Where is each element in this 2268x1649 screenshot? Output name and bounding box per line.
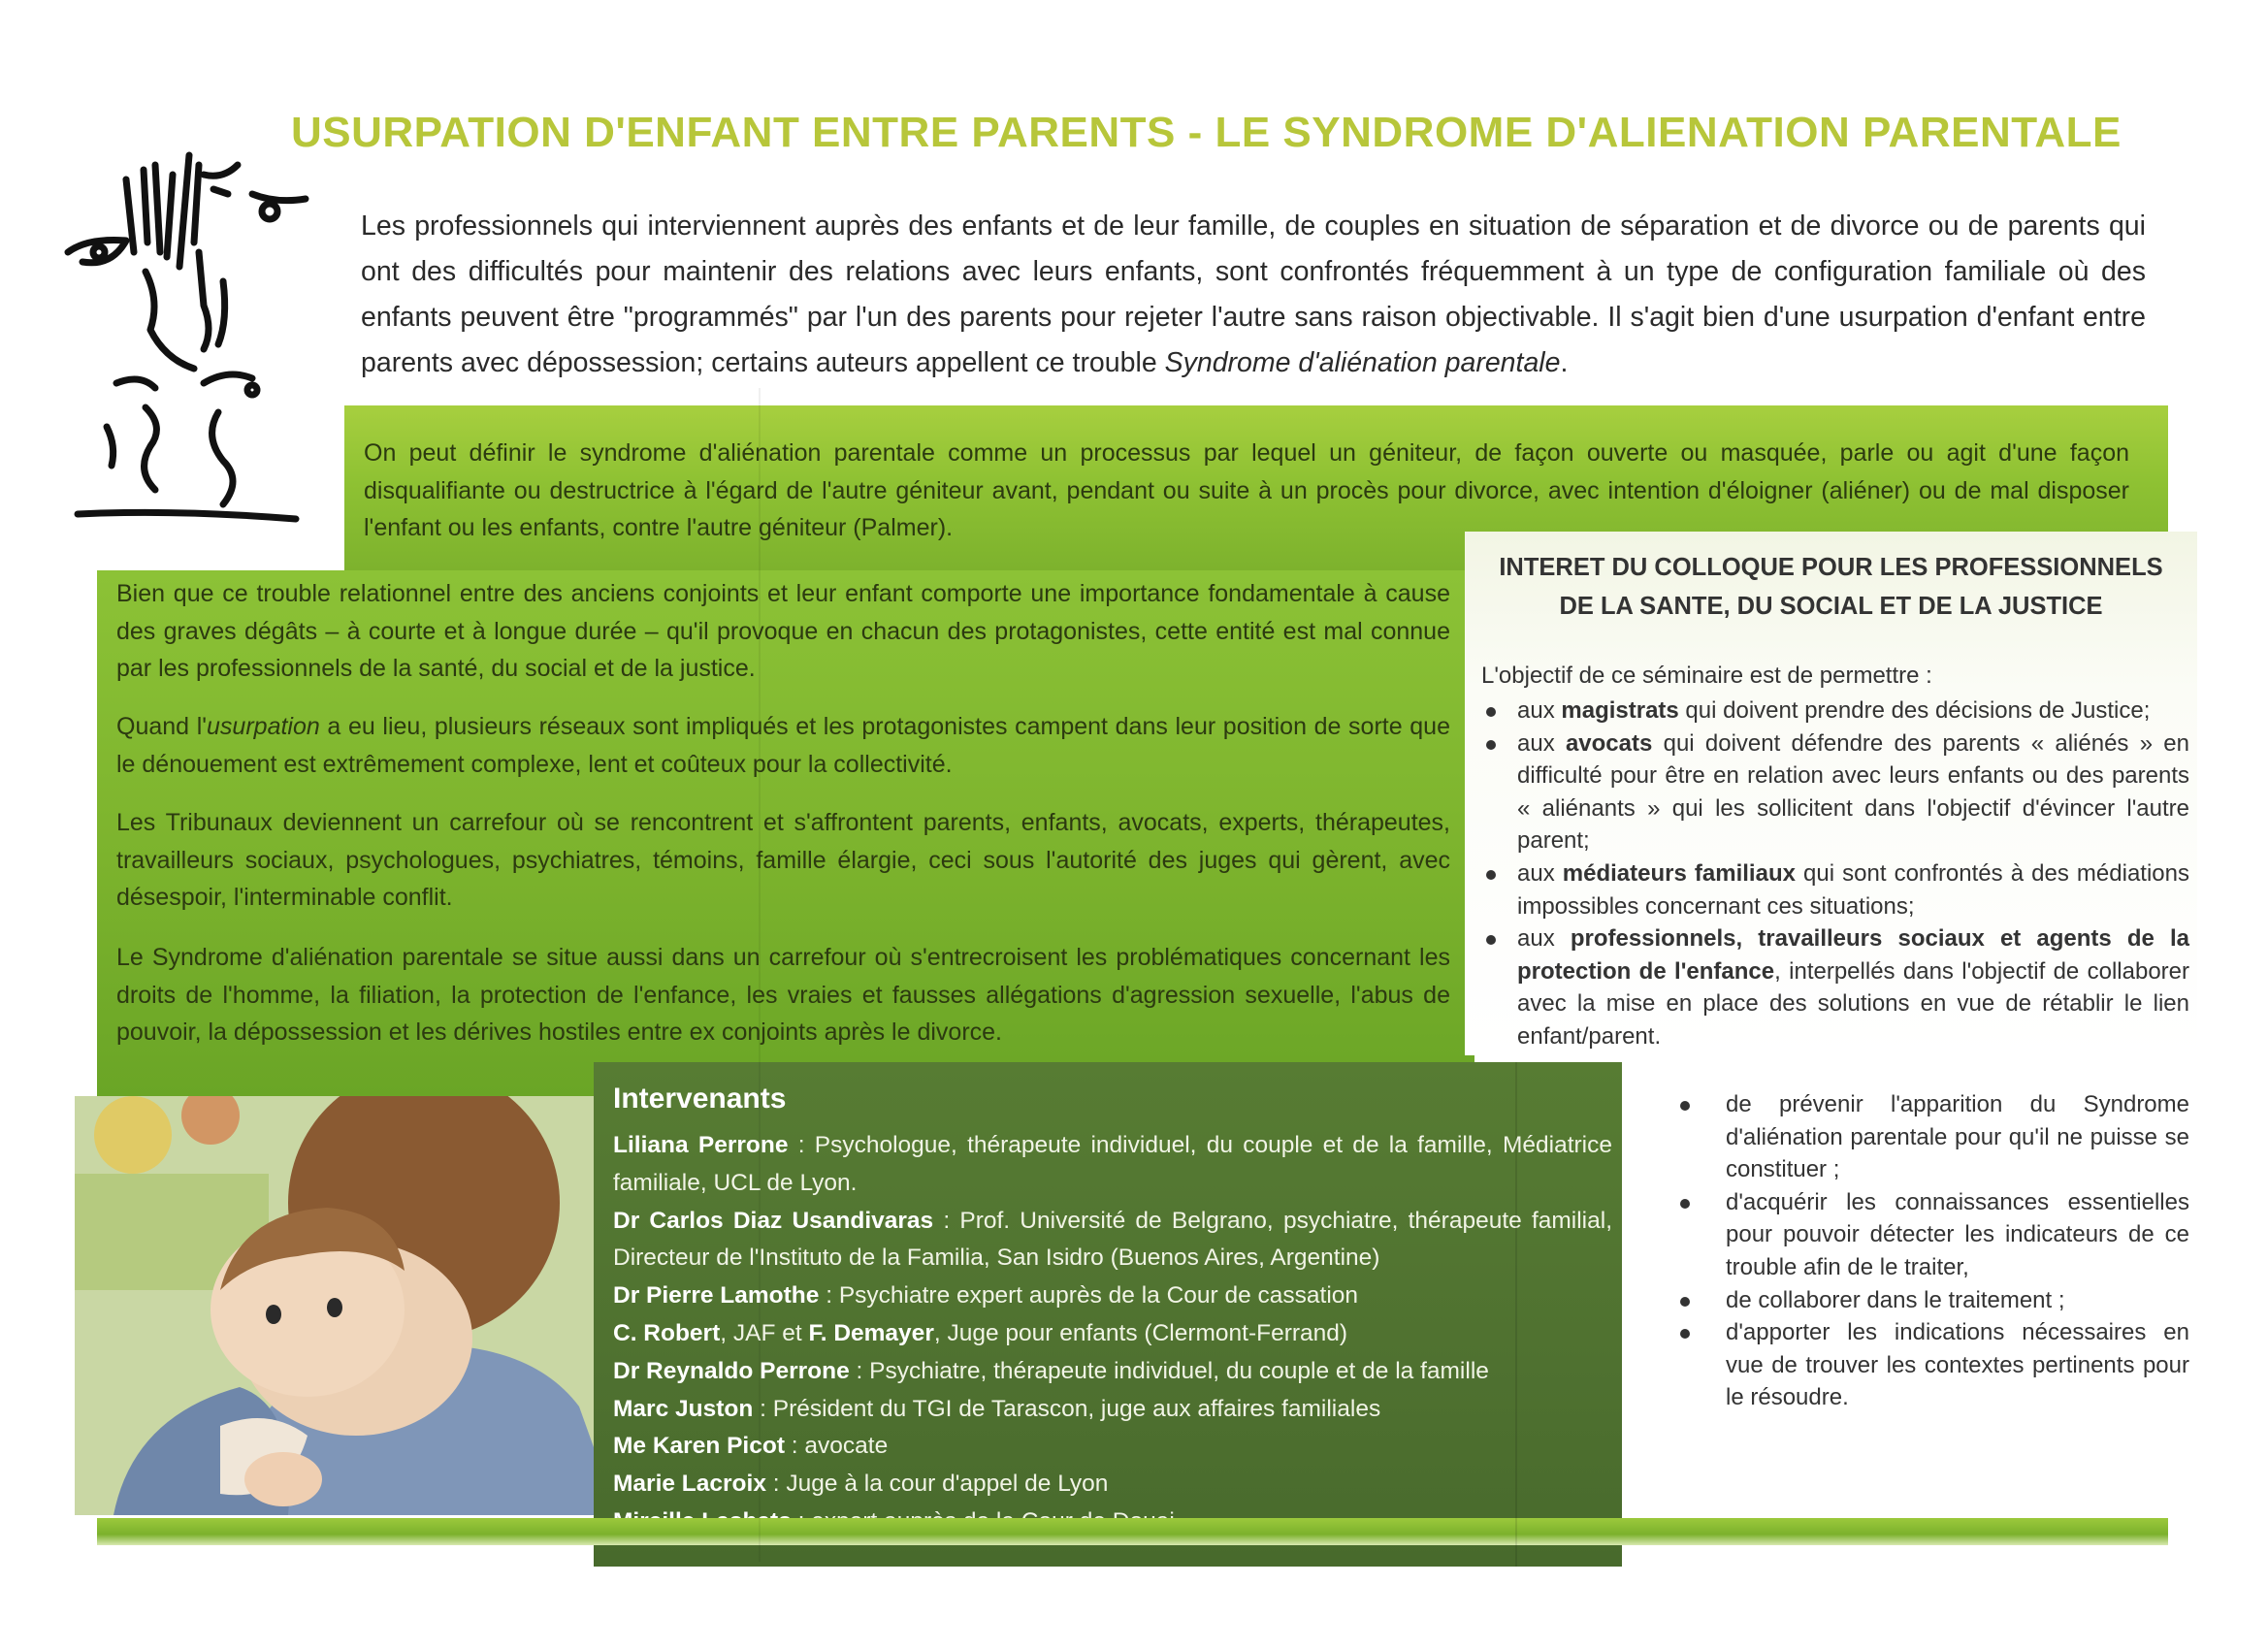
speaker-item: Dr Pierre Lamothe : Psychiatre expert auprès de la Cour de cassation	[613, 1282, 1359, 1310]
interest-item: aux professionnels, travailleurs sociaux et agents de la protection de l'enfance, interpellés dans l'objectif de collaborer avec la mise en place des solutions en vue de rétablir le lien enfant/parent.	[1481, 922, 2189, 1052]
speaker-item: Marc Juston : Président du TGI de Tarascon, juge aux affaires familiales	[613, 1395, 1381, 1422]
speaker-item: Liliana Perrone : Psychologue, thérapeute individuel, du couple et de la famille, Médiatrice familiale, UCL de Lyon.	[613, 1132, 1612, 1196]
goal-item: de collaborer dans le traitement ;	[1680, 1284, 2189, 1317]
interest-item: aux avocats qui doivent défendre des parents « aliénés » en difficulté pour être en relation avec leurs enfants ou des parents « aliénants » qui les sollicitent dans l'objectif d'évincer l'autre parent;	[1481, 728, 2189, 857]
interest-item: aux magistrats qui doivent prendre des décisions de Justice;	[1481, 695, 2189, 728]
speaker-item: Me Karen Picot : avocate	[613, 1433, 889, 1460]
paragraph-carrefour: Le Syndrome d'aliénation parentale se situe aussi dans un carrefour où s'entrecroisent les problématiques concernant les droits de l'homme, la filiation, la protection de l'enfance, les vraies et fausses allégations d'agression sexuelle, l'abus de pouvoir, la dépossession et les dérives hostiles entre ex conjoints après le divorce.	[116, 944, 1450, 1046]
paragraph-usurpation-italic: usurpation	[207, 713, 320, 740]
goals-list	[1680, 1088, 2189, 1414]
paper-fold-line	[759, 388, 761, 1562]
paragraph-trouble: Bien que ce trouble relationnel entre des anciens conjoints et leur enfant comporte une importance fondamentale à cause des graves dégâts – à courte et à longue durée – qu'il provoque en chacun des protagonistes, cette entité est mal connue par les professionnels de la santé, du social et de la justice.	[116, 580, 1450, 682]
faces-drawing-logo	[58, 136, 320, 524]
goal-item: d'acquérir les connaissances essentielles pour pouvoir détecter les indicateurs de ce trouble afin de le traiter,	[1680, 1186, 2189, 1284]
goal-item: d'apporter les indications nécessaires en vue de trouver les contextes pertinents pour le résoudre.	[1680, 1316, 2189, 1414]
speaker-item: Dr Carlos Diaz Usandivaras : Prof. Université de Belgrano, psychiatre, thérapeute familial, Directeur de l'Instituto de la Familia, San Isidro (Buenos Aires, Argentine)	[613, 1207, 1612, 1272]
intro-paragraph	[361, 204, 2146, 386]
interest-intro: L'objectif de ce séminaire est de permettre :	[1481, 663, 1932, 689]
intro-italic-term: Syndrome d'aliénation parentale	[1164, 347, 1561, 378]
page-title: USURPATION D'ENFANT ENTRE PARENTS - LE SYNDROME D'ALIENATION PARENTALE	[291, 109, 2122, 156]
speakers-list	[613, 1127, 1612, 1541]
speaker-item: C. Robert, JAF et F. Demayer, Juge pour enfants (Clermont-Ferrand)	[613, 1319, 1348, 1346]
paragraph-usurpation-end: a eu lieu, plusieurs réseaux sont impliqués et les protagonistes campent dans leur position de sorte que le dénouement est extrêmement complexe, lent et coûteux pour la collectivité.	[116, 713, 1450, 778]
interest-list	[1481, 695, 2189, 1053]
definition-paragraph: On peut définir le syndrome d'aliénation parentale comme un processus par lequel un géniteur, de façon ouverte ou masquée, parle ou agit d'une façon disqualifiante ou destructrice à l'égard de l'autre géniteur avant, pendant ou suite à un procès pour divorce, avec intention d'éloigner (aliéner) ou de mal disposer l'enfant ou les enfants, contre l'autre géniteur (Palmer).	[364, 439, 2129, 541]
intro-end: .	[1560, 347, 1569, 378]
paragraph-usurpation-start: Quand l'	[116, 713, 208, 740]
speaker-item: Marie Lacroix : Juge à la cour d'appel de Lyon	[613, 1471, 1109, 1498]
paragraph-tribunaux: Les Tribunaux deviennent un carrefour où se rencontrent et s'affrontent parents, enfants, avocats, experts, thérapeutes, travailleurs sociaux, psychologues, psychiatres, témoins, famille élargie, ceci sous l'autorité des juges qui gèrent, avec désespoir, l'interminable conflit.	[116, 809, 1450, 911]
speaker-item: Dr Reynaldo Perrone : Psychiatre, thérapeute individuel, du couple et de la famille	[613, 1357, 1489, 1384]
intro-text: Les professionnels qui interviennent auprès des enfants et de leur famille, de couples en situation de séparation et de divorce ou de parents qui ont des difficultés pour maintenir des relations avec leurs enfants, sont confrontés fréquemment à un type de configuration familiale où des enfants peuvent être "programmés" par l'un des parents pour rejeter l'autre sans raison objectivable. Il s'agit bien d'une usurpation d'enfant entre parents avec dépossession; certains auteurs appellent ce trouble	[361, 210, 2146, 378]
goal-item: de prévenir l'apparition du Syndrome d'aliénation parentale pour qu'il ne puisse se constituer ;	[1680, 1088, 2189, 1186]
bottom-green-rule	[97, 1518, 2168, 1545]
paragraph-usurpation	[116, 708, 1450, 783]
speakers-title: Intervenants	[613, 1083, 787, 1115]
interest-title: INTERET DU COLLOQUE POUR LES PROFESSIONNELS DE LA SANTE, DU SOCIAL ET DE LA JUSTICE	[1499, 554, 2163, 620]
mother-child-photo	[75, 1096, 618, 1515]
paper-fold-line	[1515, 1062, 1517, 1567]
interest-item: aux médiateurs familiaux qui sont confrontés à des médiations impossibles concernant ces situations;	[1481, 857, 2189, 922]
